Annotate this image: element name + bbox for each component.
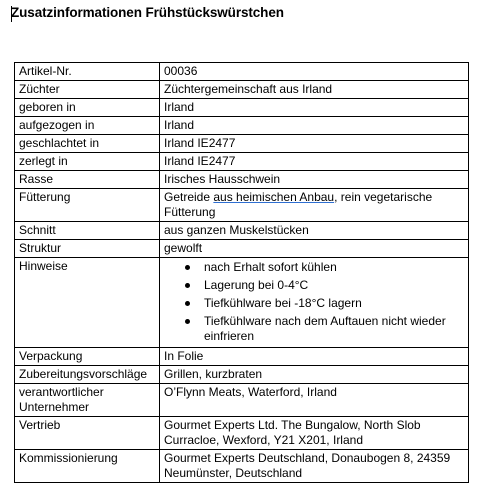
table-row-hinweise — [15, 258, 469, 348]
table-row — [15, 63, 469, 81]
row-label: Züchter — [15, 81, 160, 99]
row-value: Irland IE2477 — [160, 135, 469, 153]
row-value: Irland — [160, 99, 469, 117]
table-row — [15, 117, 469, 135]
table-row — [15, 384, 469, 417]
row-label: Zubereitungsvorschläge — [15, 366, 160, 384]
row-label: Struktur — [15, 240, 160, 258]
row-label: aufgezogen in — [15, 117, 160, 135]
row-value: Gourmet Experts Deutschland, Donaubogen 8, 24359 Neumünster, Deutschland — [160, 450, 469, 483]
row-value: In Folie — [160, 348, 469, 366]
hints-list — [164, 260, 464, 344]
row-value — [160, 189, 469, 222]
row-label: geboren in — [15, 99, 160, 117]
row-value: Grillen, kurzbraten — [160, 366, 469, 384]
row-value: gewolft — [160, 240, 469, 258]
row-label: Rasse — [15, 171, 160, 189]
row-label: verantwortlicher Unternehmer — [15, 384, 160, 417]
bullet-icon — [185, 265, 190, 270]
row-label: Fütterung — [15, 189, 160, 222]
table-row — [15, 222, 469, 240]
value-text: Getreide — [164, 190, 214, 204]
list-item: Lagerung bei 0-4°C — [204, 278, 464, 293]
table-row — [15, 135, 469, 153]
value-text: , rein vegetarische Fütterung — [164, 190, 433, 219]
list-item: Tiefkühlware nach dem Auftauen nicht wieder einfrieren — [204, 314, 464, 344]
spellcheck-underlined-text: aus heimischen Anbau — [213, 190, 335, 204]
row-value: 00036 — [160, 63, 469, 81]
product-info-table — [14, 62, 469, 483]
row-label: Schnitt — [15, 222, 160, 240]
row-value: Gourmet Experts Ltd. The Bungalow, North Slob Curracloe, Wexford, Y21 X201, Irland — [160, 417, 469, 450]
table-row — [15, 81, 469, 99]
document-title: Zusatzinformationen Frühstückswürstchen — [11, 5, 284, 20]
table-row — [15, 366, 469, 384]
row-label: geschlachtet in — [15, 135, 160, 153]
row-label: Artikel-Nr. — [15, 63, 160, 81]
row-label: Verpackung — [15, 348, 160, 366]
table-row — [15, 153, 469, 171]
row-value — [160, 258, 469, 348]
row-label: Kommissionierung — [15, 450, 160, 483]
row-value: Züchtergemeinschaft aus Irland — [160, 81, 469, 99]
bullet-icon — [185, 301, 190, 306]
table-row-fuetterung — [15, 189, 469, 222]
table-row — [15, 348, 469, 366]
row-value: O’Flynn Meats, Waterford, Irland — [160, 384, 469, 417]
row-label: Vertrieb — [15, 417, 160, 450]
bullet-icon — [185, 283, 190, 288]
table-row — [15, 171, 469, 189]
table-row — [15, 417, 469, 450]
row-label: Hinweise — [15, 258, 160, 348]
row-value: Irland — [160, 117, 469, 135]
table-row — [15, 450, 469, 483]
row-label: zerlegt in — [15, 153, 160, 171]
list-item: nach Erhalt sofort kühlen — [204, 260, 464, 275]
list-item: Tiefkühlware bei -18°C lagern — [204, 296, 464, 311]
row-value: aus ganzen Muskelstücken — [160, 222, 469, 240]
row-value: Irland IE2477 — [160, 153, 469, 171]
table-row — [15, 99, 469, 117]
table-row — [15, 240, 469, 258]
row-value: Irisches Hausschwein — [160, 171, 469, 189]
bullet-icon — [185, 319, 190, 324]
